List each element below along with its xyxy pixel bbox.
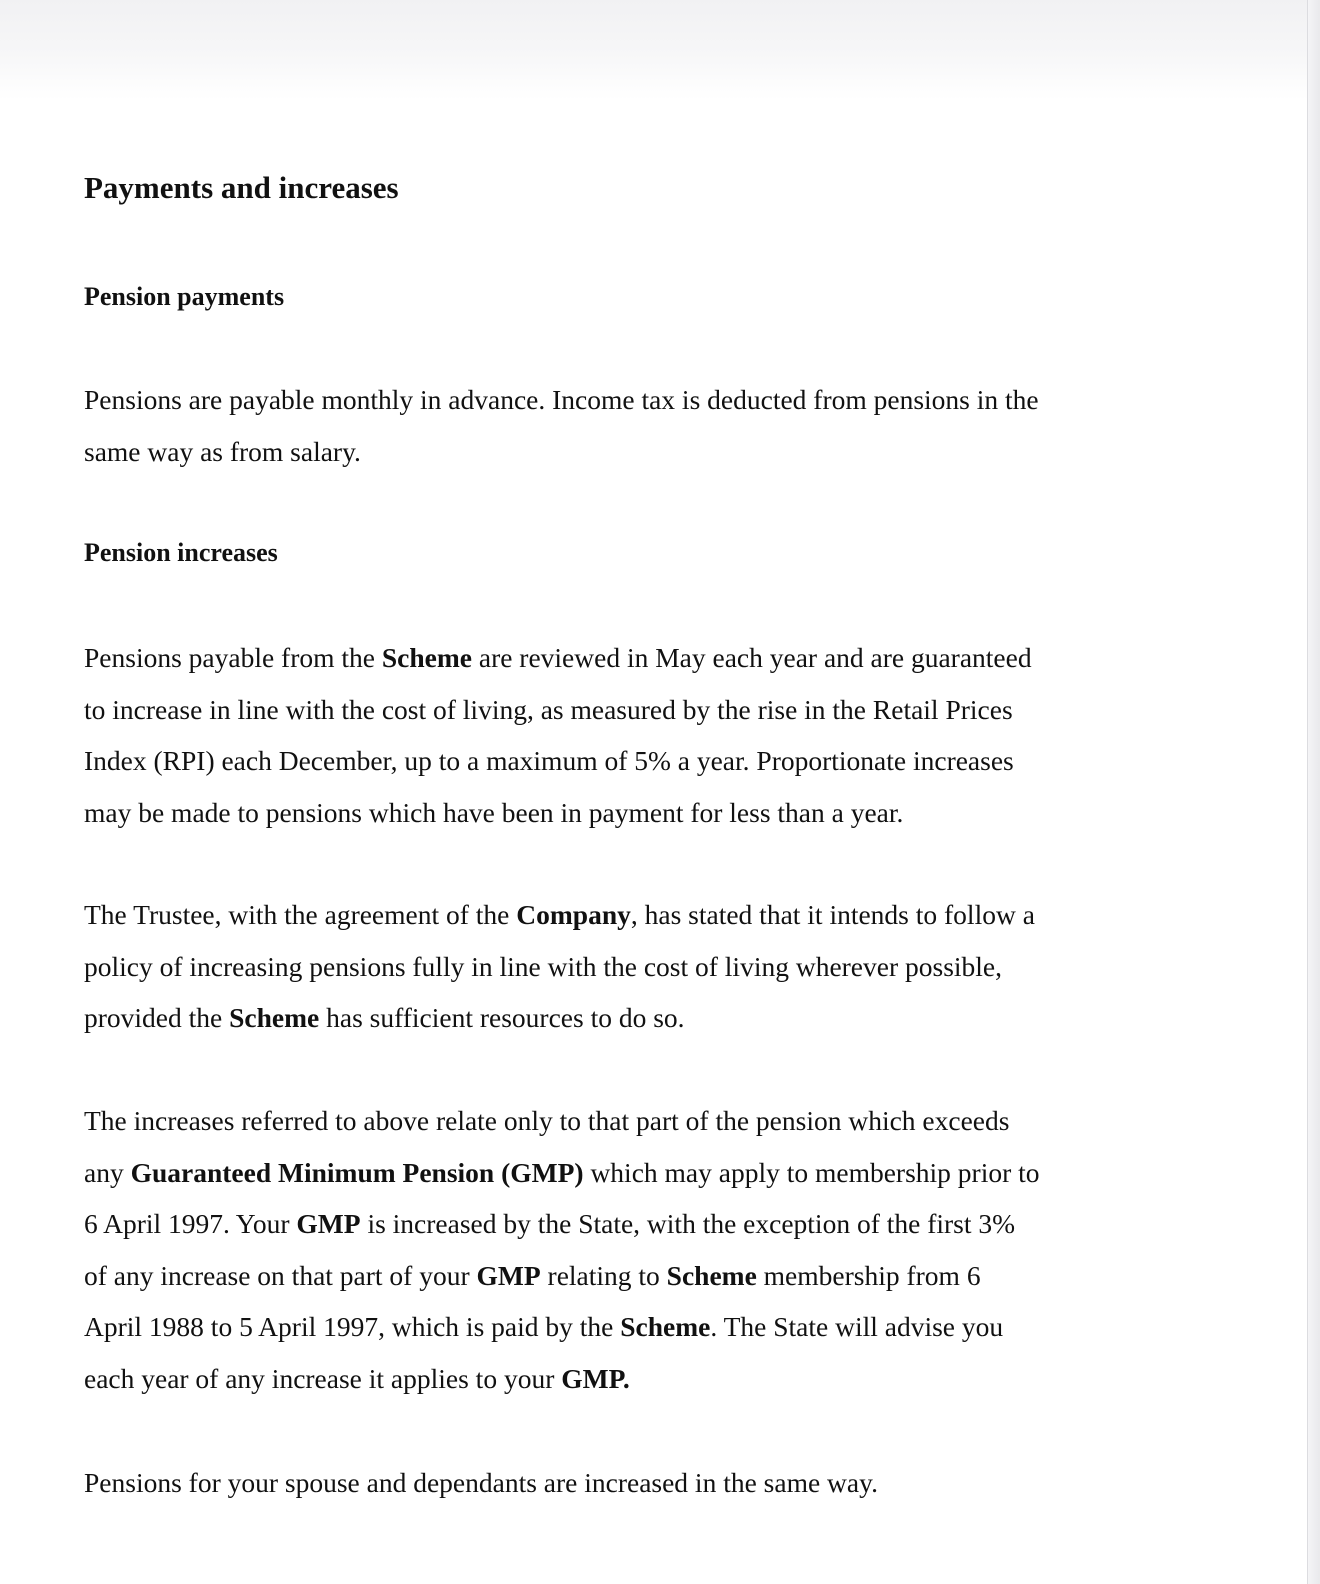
section-heading-pension-increases: Pension increases <box>84 538 278 567</box>
text-run: each year of any increase it applies to your <box>84 1362 562 1394</box>
defined-term: Scheme <box>229 1002 320 1034</box>
page-title: Payments and increases <box>84 170 399 205</box>
text-run: relating to <box>540 1259 667 1291</box>
defined-term: Scheme <box>381 642 472 673</box>
text-line <box>84 1147 1040 1199</box>
paragraph-increases-1 <box>84 632 1032 838</box>
paragraph-increases-3 <box>84 1095 1040 1405</box>
text-run: , has stated that it intends to follow a <box>630 899 1035 930</box>
text-line: The increases referred to above relate only to that part of the pension which exceeds <box>84 1105 1010 1136</box>
text-line <box>84 1301 1040 1353</box>
paragraph-increases-4 <box>84 1457 878 1509</box>
text-run: which may apply to membership prior to <box>583 1156 1040 1188</box>
text-run: 6 April 1997. Your <box>84 1208 297 1240</box>
text-line: to increase in line with the cost of living, as measured by the rise in the Retail Prices <box>84 693 1013 725</box>
text-line <box>84 889 1035 941</box>
text-line: may be made to pensions which have been in payment for less than a year. <box>84 796 904 828</box>
page-top-shadow <box>0 0 1320 100</box>
section-heading-pension-payments: Pension payments <box>84 282 285 311</box>
defined-term: GMP <box>296 1208 361 1240</box>
text-line <box>84 1250 1040 1302</box>
text-line: Pensions for your spouse and dependants are increased in the same way. <box>84 1467 878 1498</box>
text-line <box>84 1353 1040 1405</box>
defined-term: Scheme <box>620 1311 711 1343</box>
text-line: policy of increasing pensions fully in line with the cost of living wherever possible, <box>84 950 1003 982</box>
defined-term: Scheme <box>666 1259 757 1291</box>
defined-term: GMP. <box>561 1362 630 1394</box>
defined-term: Guaranteed Minimum Pension (GMP) <box>130 1156 584 1188</box>
text-line: Index (RPI) each December, up to a maximum of 5% a year. Proportionate increases <box>84 745 1014 777</box>
text-run: The Trustee, with the agreement of the <box>84 899 517 930</box>
text-run: provided the <box>84 1002 230 1034</box>
text-run: membership from 6 <box>756 1259 981 1291</box>
text-run: is increased by the State, with the exception of the first 3% <box>360 1208 1016 1240</box>
text-line <box>84 1198 1040 1250</box>
text-run: Pensions payable from the <box>84 642 382 673</box>
text-run: has sufficient resources to do so. <box>319 1002 685 1034</box>
defined-term: GMP <box>476 1259 541 1291</box>
text-run: are reviewed in May each year and are guaranteed <box>471 642 1032 673</box>
paragraph-pension-payments <box>84 374 1039 477</box>
text-run: any <box>84 1156 131 1188</box>
text-line: same way as from salary. <box>84 435 361 467</box>
text-run: . The State will advise you <box>710 1311 1004 1343</box>
text-line <box>84 632 1032 684</box>
text-line: Pensions are payable monthly in advance. Income tax is deducted from pensions in the <box>84 384 1039 415</box>
text-run: April 1988 to 5 April 1997, which is paid by the <box>84 1311 621 1343</box>
text-line <box>84 992 1035 1044</box>
defined-term: Company <box>516 899 631 930</box>
page-right-edge <box>1307 0 1320 1584</box>
paragraph-increases-2 <box>84 889 1035 1044</box>
text-run: of any increase on that part of your <box>84 1259 477 1291</box>
